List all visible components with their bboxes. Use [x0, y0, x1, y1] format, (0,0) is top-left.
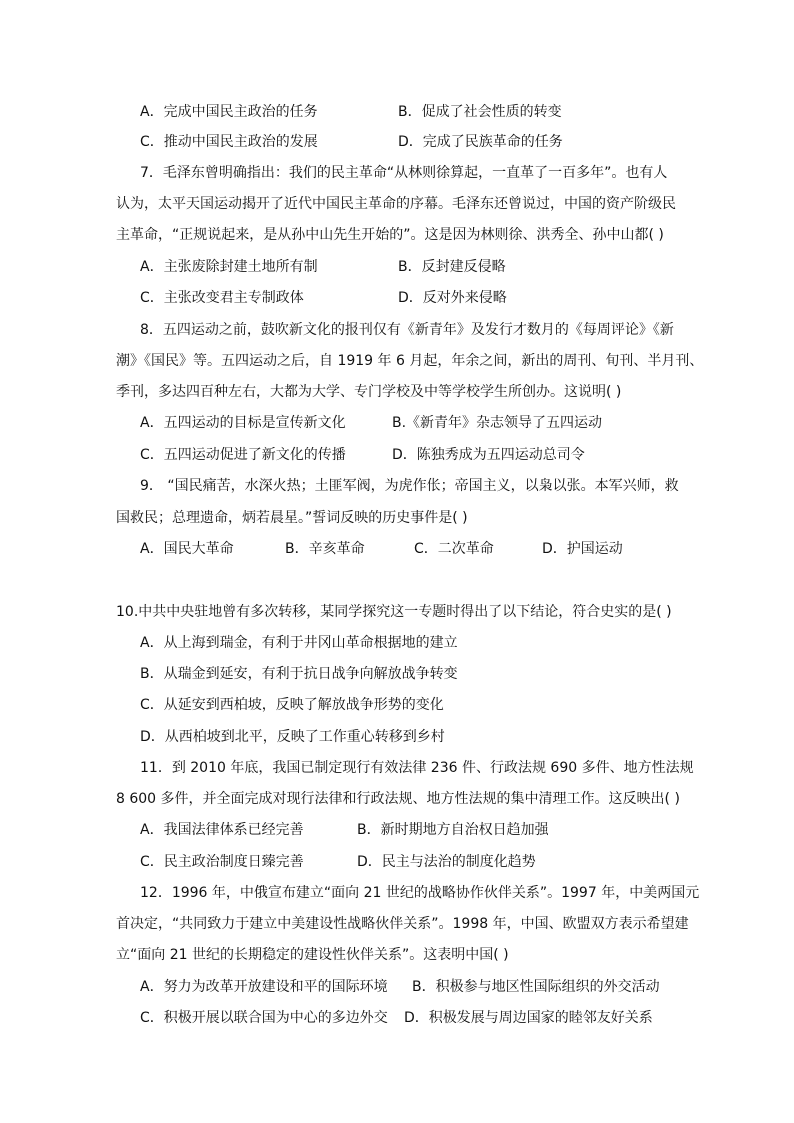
q8-stem-line-2: 潮》《国民》等。五四运动之后，自 1919 年 6 月起，年余之间，新出的周刊、旬刊、半月刊、	[116, 353, 704, 369]
q12-stem-line-1: 12．1996 年，中俄宣布建立“面向 21 世纪的战略协作伙伴关系”。1997 年，中美两国元	[140, 885, 700, 901]
q8-stem-line-3: 季刊，多达四百种左右，大都为大学、专门学校及中等学校学生所创办。这说明( )	[116, 384, 622, 400]
q10-option-a: A．从上海到瑞金，有利于井冈山革命根据地的建立	[140, 635, 458, 651]
q8-option-a: A．五四运动的目标是宣传新文化	[140, 415, 346, 431]
q10-option-c: C．从延安到西柏坡，反映了解放战争形势的变化	[140, 697, 444, 713]
q9-option-c: C．二次革命	[414, 541, 494, 557]
q12-option-c: C．积极开展以联合国为中心的多边外交	[140, 1010, 388, 1026]
q7-option-b: B．反封建反侵略	[398, 259, 506, 275]
q7-option-d: D．反对外来侵略	[398, 290, 507, 306]
q12-option-d: D．积极发展与周边国家的睦邻友好关系	[404, 1010, 653, 1026]
q6-option-c: C．推动中国民主政治的发展	[140, 134, 318, 150]
q9-stem-line-2: 国救民；总理遗命，炳若晨星。”誓词反映的历史事件是( )	[116, 510, 468, 526]
q8-option-b: B.《新青年》杂志领导了五四运动	[392, 415, 603, 431]
q7-stem-line-3: 主革命，“正规说起来，是从孙中山先生开始的”。这是因为林则徐、洪秀全、孙中山都( )	[116, 227, 664, 243]
q10-option-b: B．从瑞金到延安，有利于抗日战争向解放战争转变	[140, 666, 458, 682]
q8-option-c: C．五四运动促进了新文化的传播	[140, 447, 346, 463]
q11-option-c: C．民主政治制度日臻完善	[140, 854, 304, 870]
q10-stem-line-1: 10.中共中央驻地曾有多次转移，某同学探究这一专题时得出了以下结论，符合史实的是( )	[116, 604, 672, 620]
q9-option-d: D．护国运动	[542, 541, 623, 557]
q11-option-b: B．新时期地方自治权日趋加强	[357, 822, 549, 838]
q8-stem-line-1: 8．五四运动之前，鼓吹新文化的报刊仅有《新青年》及发行才数月的《每周评论》《新	[140, 322, 674, 338]
q11-option-d: D．民主与法治的制度化趋势	[357, 854, 536, 870]
q7-option-c: C．主张改变君主专制政体	[140, 290, 304, 306]
q9-option-a: A．国民大革命	[140, 541, 234, 557]
q6-option-a: A．完成中国民主政治的任务	[140, 104, 318, 120]
q12-stem-line-2: 首决定，“共同致力于建立中美建设性战略伙伴关系”。1998 年，中国、欧盟双方表示希望建	[116, 916, 689, 932]
q6-option-d: D．完成了民族革命的任务	[398, 134, 563, 150]
q10-option-d: D．从西柏坡到北平，反映了工作重心转移到乡村	[140, 729, 445, 745]
q9-option-b: B．辛亥革命	[285, 541, 365, 557]
q6-option-b: B．促成了社会性质的转变	[398, 104, 562, 120]
q11-option-a: A．我国法律体系已经完善	[140, 822, 304, 838]
q12-option-b: B．积极参与地区性国际组织的外交活动	[412, 979, 660, 995]
q11-stem-line-1: 11．到 2010 年底，我国已制定现行有效法律 236 件、行政法规 690 多件、地方性法规	[140, 760, 694, 776]
q9-stem-line-1: 9． “国民痛苦，水深火热；土匪军阀，为虎作伥；帝国主义，以枭以张。本军兴师，救	[140, 478, 679, 494]
q7-stem-line-2: 认为，太平天国运动揭开了近代中国民主革命的序幕。毛泽东还曾说过，中国的资产阶级民	[116, 196, 676, 212]
q8-option-d: D．陈独秀成为五四运动总司令	[392, 447, 585, 463]
q7-stem-line-1: 7．毛泽东曾明确指出：我们的民主革命“从林则徐算起，一直革了一百多年”。也有人	[140, 165, 668, 181]
q12-stem-line-3: 立“面向 21 世纪的长期稳定的建设性伙伴关系”。这表明中国( )	[116, 947, 509, 963]
q12-option-a: A．努力为改革开放建设和平的国际环境	[140, 979, 388, 995]
q11-stem-line-2: 8 600 多件，并全面完成对现行法律和行政法规、地方性法规的集中清理工作。这反映出( )	[116, 791, 680, 807]
q7-option-a: A．主张废除封建土地所有制	[140, 259, 318, 275]
